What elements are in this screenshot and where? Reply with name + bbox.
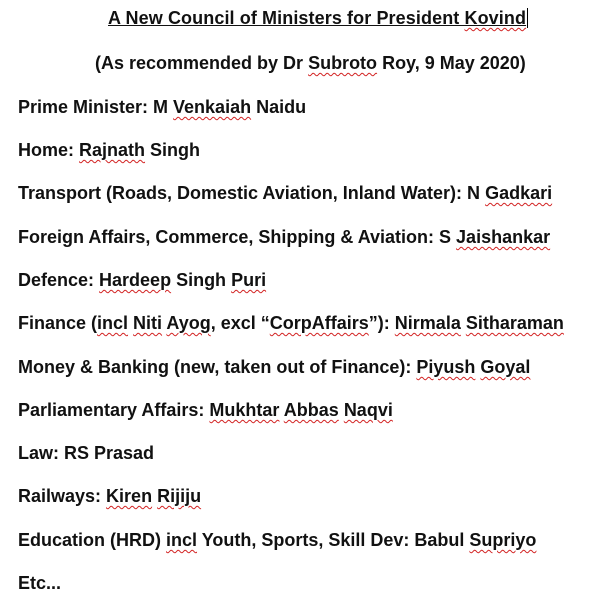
line-law: Law: RS Prasad	[18, 443, 155, 463]
spellcheck-flag[interactable]: Abbas	[283, 400, 339, 420]
spellcheck-flag[interactable]: incl	[97, 313, 129, 333]
spellcheck-flag[interactable]: Naqvi	[343, 400, 393, 420]
spellcheck-flag[interactable]: Jaishankar	[456, 227, 551, 247]
spellcheck-flag[interactable]: Puri	[231, 270, 267, 290]
spellcheck-flag[interactable]: Venkaiah	[173, 97, 252, 117]
text-cursor	[527, 8, 528, 28]
title-text: A New Council of Ministers for President Kovind	[108, 8, 527, 28]
spellcheck-flag[interactable]: Piyush	[416, 357, 476, 377]
line-foreign-affairs: Foreign Affairs, Commerce, Shipping & Aviation: S Jaishankar	[18, 227, 551, 247]
spellcheck-flag[interactable]: Rajnath	[79, 140, 146, 160]
spellcheck-flag[interactable]: Goyal	[480, 357, 531, 377]
spellcheck-flag[interactable]: Rijiju	[157, 486, 202, 506]
line-education: Education (HRD) incl Youth, Sports, Skill Dev: Babul Supriyo	[18, 530, 537, 550]
line-finance: Finance (incl Niti Ayog, excl “CorpAffairs”): Nirmala Sitharaman	[18, 313, 564, 333]
spellcheck-flag[interactable]: Sitharaman	[465, 313, 564, 333]
spellcheck-flag[interactable]: Kovind	[464, 8, 527, 28]
spellcheck-flag[interactable]: Subroto	[308, 53, 378, 73]
spellcheck-flag[interactable]: incl	[166, 530, 198, 550]
spellcheck-flag[interactable]: Niti	[133, 313, 163, 333]
line-parliamentary-affairs: Parliamentary Affairs: Mukhtar Abbas Naqvi	[18, 400, 393, 420]
spellcheck-flag[interactable]: Nirmala	[394, 313, 461, 333]
spellcheck-flag[interactable]: CorpAffairs	[269, 313, 369, 333]
line-prime-minister: Prime Minister: M Venkaiah Naidu	[18, 97, 307, 117]
line-etc: Etc...	[18, 573, 62, 593]
spellcheck-flag[interactable]: Gadkari	[485, 183, 553, 203]
spellcheck-flag[interactable]: Hardeep	[99, 270, 172, 290]
spellcheck-flag[interactable]: Mukhtar	[209, 400, 280, 420]
line-home: Home: Rajnath Singh	[18, 140, 201, 160]
line-money-banking: Money & Banking (new, taken out of Finance): Piyush Goyal	[18, 357, 531, 377]
document-title	[108, 8, 528, 29]
spellcheck-flag[interactable]: Supriyo	[469, 530, 537, 550]
line-transport: Transport (Roads, Domestic Aviation, Inland Water): N Gadkari	[18, 183, 553, 203]
line-railways: Railways: Kiren Rijiju	[18, 486, 202, 506]
spellcheck-flag[interactable]: Kiren	[106, 486, 153, 506]
spellcheck-flag[interactable]: Ayog	[166, 313, 211, 333]
line-defence: Defence: Hardeep Singh Puri	[18, 270, 267, 290]
document-subtitle: (As recommended by Dr Subroto Roy, 9 May 2020)	[95, 53, 526, 73]
